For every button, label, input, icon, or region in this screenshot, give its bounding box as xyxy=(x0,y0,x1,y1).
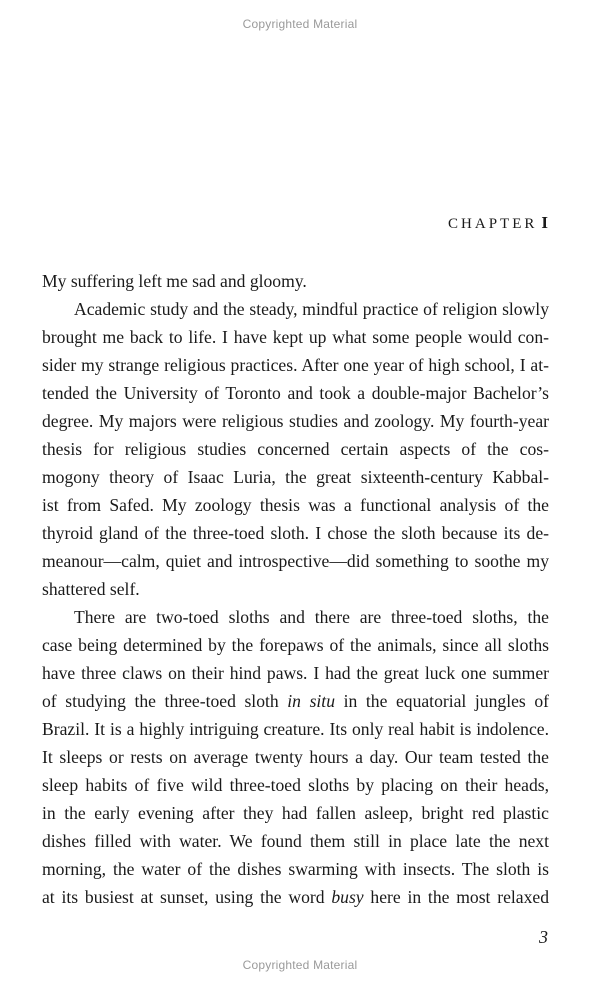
chapter-heading xyxy=(448,213,548,233)
text-line: Academic study and the steady, mindful practice of religion slowly xyxy=(74,299,549,319)
text-line: Brazil. It is a highly intriguing creature. Its only real habit is indolence. xyxy=(42,719,549,739)
text-line: It sleeps or rests on average twenty hours a day. Our team tested the xyxy=(42,747,549,767)
text-line: morning, the water of the dishes swarming with insects. The sloth is xyxy=(42,859,549,879)
text-line: sider my strange religious practices. After one year of high school, I at- xyxy=(42,355,549,375)
text-line: in the early evening after they had fallen asleep, bright red plastic xyxy=(42,803,549,823)
text-line: brought me back to life. I have kept up what some people would con- xyxy=(42,327,549,347)
text-line: meanour—calm, quiet and introspective—did something to soothe my xyxy=(42,551,549,571)
chapter-number: I xyxy=(541,213,548,232)
text-line: tended the University of Toronto and took a double-major Bachelor’s xyxy=(42,383,549,403)
text-line: of studying the three-toed sloth in situ in the equatorial jungles of xyxy=(42,691,549,711)
chapter-label: CHAPTER xyxy=(448,216,538,232)
text-line: There are two-toed sloths and there are three-toed sloths, the xyxy=(74,607,549,627)
watermark-bottom: Copyrighted Material xyxy=(242,958,358,972)
body-text xyxy=(42,267,549,911)
watermark-top: Copyrighted Material xyxy=(242,17,358,31)
text-line: case being determined by the forepaws of the animals, since all sloths xyxy=(42,635,549,655)
page-number: 3 xyxy=(539,927,548,947)
text-line: dishes filled with water. We found them still in place late the next xyxy=(42,831,549,851)
text-line: ist from Safed. My zoology thesis was a functional analysis of the xyxy=(42,495,549,515)
text-line: My suffering left me sad and gloomy. xyxy=(42,271,307,291)
text-line: thesis for religious studies concerned certain aspects of the cos- xyxy=(42,439,549,459)
text-line: have three claws on their hind paws. I had the great luck one summer xyxy=(42,663,549,683)
text-line: thyroid gland of the three-toed sloth. I chose the sloth because its de- xyxy=(42,523,549,543)
text-line: at its busiest at sunset, using the word busy here in the most relaxed xyxy=(42,887,549,907)
text-line: shattered self. xyxy=(42,579,140,599)
text-line: sleep habits of five wild three-toed sloths by placing on their heads, xyxy=(42,775,549,795)
text-line: mogony theory of Isaac Luria, the great sixteenth-century Kabbal- xyxy=(42,467,549,487)
text-line: degree. My majors were religious studies and zoology. My fourth-year xyxy=(42,411,549,431)
